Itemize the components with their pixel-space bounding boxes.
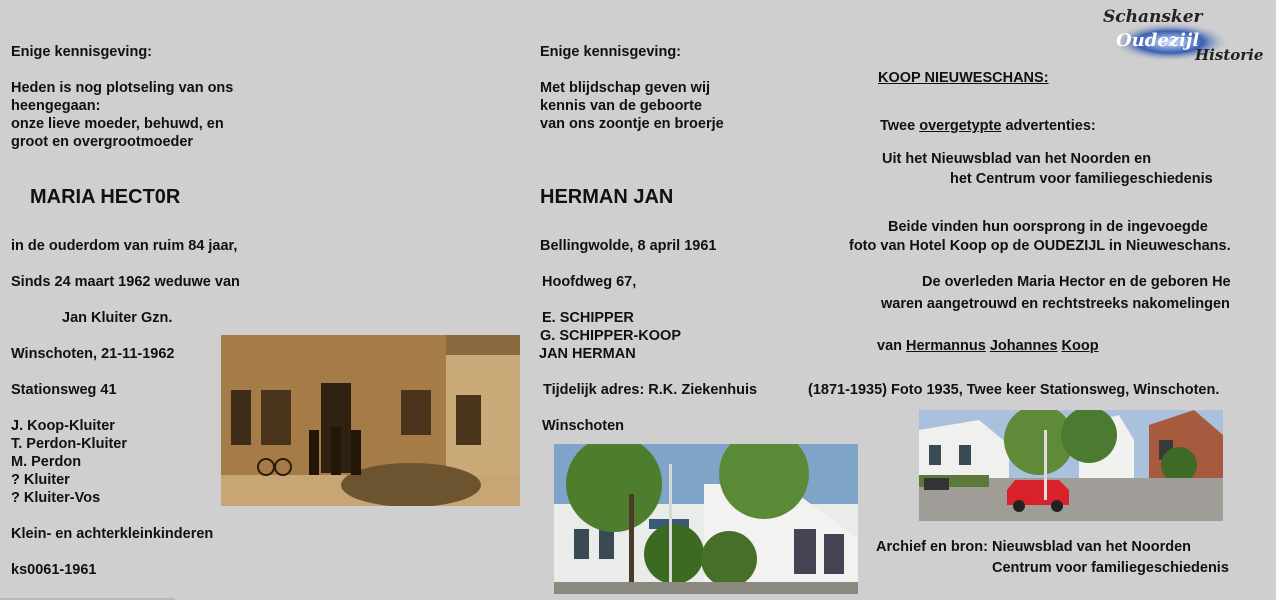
- middle-line-3: van ons zoontje en broerje: [540, 116, 724, 132]
- grandchildren-line: Klein- en achterkleinkinderen: [11, 526, 214, 542]
- family-member: ? Kluiter-Vos: [11, 490, 101, 506]
- beide-line-1: Beide vinden hun oorsprong in de ingevoegde: [888, 219, 1208, 235]
- schansker-oudezijl-historie-logo: [1100, 4, 1272, 66]
- left-address: Stationsweg 41: [11, 382, 117, 398]
- left-line-4: groot en overgrootmoeder: [11, 134, 194, 150]
- left-line-2: heengegaan:: [11, 98, 101, 114]
- uit-line-1: Uit het Nieuwsblad van het Noorden en: [882, 151, 1152, 167]
- years-photo-caption: (1871-1935) Foto 1935, Twee keer Stationsweg, Winschoten.: [808, 382, 1220, 398]
- beide-line-2: foto van Hotel Koop op de OUDEZIJL in Nieuweschans.: [849, 238, 1231, 254]
- hermannus-link: Hermannus: [906, 338, 986, 354]
- family-member: ? Kluiter: [11, 472, 70, 488]
- logo-line2: Oudezijl: [1116, 30, 1200, 51]
- family-member: J. Koop-Kluiter: [11, 418, 115, 434]
- archief-line-1: Archief en bron: Nieuwsblad van het Noorden: [876, 539, 1192, 555]
- overleden-line-2: waren aangetrouwd en rechtstreeks nakomelingen: [881, 296, 1230, 312]
- johannes-link: Johannes: [989, 338, 1058, 354]
- middle-address: Hoofdweg 67,: [542, 274, 637, 290]
- twee-advertenties-line: Twee overgetypte advertenties:: [880, 118, 1096, 134]
- age-line: in de ouderdom van ruim 84 jaar,: [11, 238, 238, 254]
- family-member: M. Perdon: [11, 454, 82, 470]
- left-line-1: Heden is nog plotseling van ons: [11, 80, 234, 96]
- logo-line1: Schansker: [1103, 7, 1203, 27]
- koop-link: Koop: [1061, 338, 1099, 354]
- uit-line-2: het Centrum voor familiegeschiedenis: [950, 171, 1213, 187]
- stationsweg-photo-1: [554, 444, 858, 594]
- middle-city: Winschoten: [542, 418, 625, 434]
- temporary-address: Tijdelijk adres: R.K. Ziekenhuis: [543, 382, 758, 398]
- newborn-name: HERMAN JAN: [540, 186, 674, 208]
- widow-line: Sinds 24 maart 1962 weduwe van: [11, 274, 240, 290]
- left-heading: Enige kennisgeving:: [11, 44, 152, 60]
- left-place-date: Winschoten, 21-11-1962: [11, 346, 175, 362]
- middle-heading: Enige kennisgeving:: [540, 44, 681, 60]
- left-line-3: onze lieve moeder, behuwd, en: [11, 116, 224, 132]
- archive-code: ks0061-1961: [11, 562, 97, 578]
- middle-line-2: kennis van de geboorte: [540, 98, 702, 114]
- overgetypte-word: overgetypte: [919, 118, 1002, 134]
- ancestor-name-line: van Hermannus Johannes Koop: [877, 338, 1099, 354]
- hotel-koop-sepia-photo: [221, 335, 520, 506]
- middle-line-1: Met blijdschap geven wij: [540, 80, 711, 96]
- archief-line-2: Centrum voor familiegeschiedenis: [992, 560, 1229, 576]
- parent-name: G. SCHIPPER-KOOP: [540, 328, 681, 344]
- stationsweg-photo-2: [919, 410, 1223, 521]
- overleden-line-1: De overleden Maria Hector en de geboren He: [922, 274, 1231, 290]
- logo-line3: Historie: [1195, 46, 1264, 64]
- koop-nieuweschans-title: KOOP NIEUWESCHANS:: [878, 70, 1049, 86]
- child-name: JAN HERMAN: [539, 346, 636, 362]
- middle-place-date: Bellingwolde, 8 april 1961: [540, 238, 717, 254]
- family-member: T. Perdon-Kluiter: [11, 436, 128, 452]
- deceased-name: MARIA HECT0R: [30, 186, 181, 208]
- parent-name: E. SCHIPPER: [542, 310, 634, 326]
- husband-name: Jan Kluiter Gzn.: [62, 310, 173, 326]
